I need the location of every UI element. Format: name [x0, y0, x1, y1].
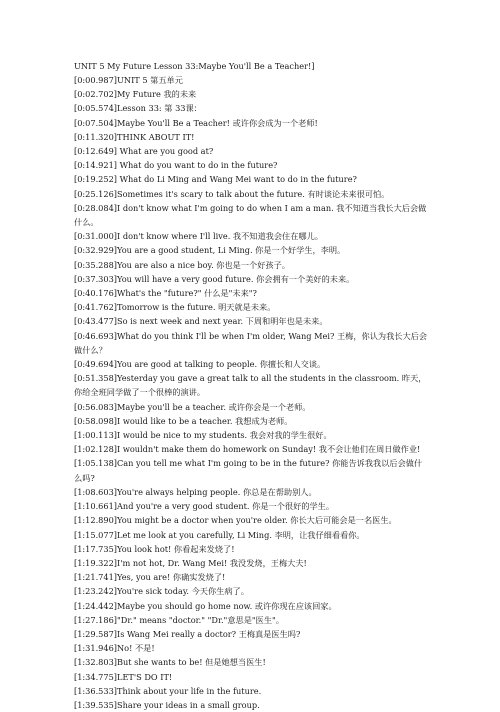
lyric-line: [0:56.083]Maybe you'll be a teacher. 或许你会是一个老师。	[74, 401, 311, 412]
lyric-line: [0:28.084]I don't know what I'm going to do when I am a man. 我不知道当我长大后会做什么。	[74, 202, 427, 228]
lyric-line: [1:36.533]Think about your life in the future.	[74, 685, 262, 696]
lyric-line: [0:12.649] What are you good at?	[74, 146, 214, 157]
lyric-line: [0:51.358]Yesterday you gave a great talk to all the students in the classroom. 昨天，你给全班同学做了一个很棒的演讲。	[74, 373, 427, 398]
lyric-line: [0:43.477]So is next week and next year. 下周和明年也是未来。	[74, 316, 328, 327]
lyric-line: [1:23.242]You're sick today. 今天你生病了。	[74, 586, 249, 597]
lyric-line: [1:17.735]You look hot! 你看起来发烧了!	[74, 543, 235, 554]
lyric-line: [0:02.702]My Future 我的未来	[74, 89, 197, 100]
lyric-line: [1:29.587]Is Wang Mei really a doctor? 王梅真是医生吗?	[74, 628, 301, 639]
lyric-line: [0:05.574]Lesson 33: 第 33课：	[74, 103, 202, 114]
lyric-line: [0:14.921] What do you want to do in the future?	[74, 160, 278, 171]
lyric-line: [0:32.929]You are a good student, Li Ming. 你是一个好学生，李明。	[74, 245, 346, 256]
lyric-line: [0:19.252] What do Li Ming and Wang Mei want to do in the future?	[74, 174, 357, 185]
lyric-line: [1:21.741]Yes, you are! 你确实发烧了!	[74, 572, 226, 583]
lyric-lines	[74, 73, 430, 712]
lyric-line: [1:10.661]And you're a very good student. 你是一个很好的学生。	[74, 501, 335, 512]
lyric-line: [1:19.322]I'm not hot, Dr. Wang Mei! 我没发烧，王梅大夫!	[74, 557, 307, 568]
lyric-line: [0:40.176]What's the "future?" 什么是"未来"?	[74, 288, 257, 299]
lyric-line: [0:07.504]Maybe You'll Be a Teacher! 或许你会成为一个老师!	[74, 117, 318, 128]
lyric-line: [1:32.803]But she wants to be! 但是她想当医生!	[74, 657, 266, 668]
lyric-line: [1:15.077]Let me look at you carefully, Li Ming. 李明，让我仔细看看你。	[74, 529, 365, 540]
lyric-line: [0:49.694]You are good at talking to people. 你擅长和人交谈。	[74, 359, 326, 370]
document-title: UNIT 5 My Future Lesson 33:Maybe You'll Be a Teacher!]	[74, 61, 315, 71]
lyric-line: [0:46.693]What do you think I'll be when I'm older, Wang Mei? 王梅，你认为我长大后会做什么？	[74, 330, 428, 355]
lyric-line: [1:00.113]I would be nice to my students. 我会对我的学生很好。	[74, 430, 332, 441]
lyric-line: [1:31.946]No! 不是!	[74, 643, 155, 654]
lyric-line: [1:05.138]Can you tell me what I'm going to be in the future? 你能告诉我我以后会做什么吗?	[74, 458, 423, 483]
lyric-line: [0:11.320]THINK ABOUT IT!	[74, 131, 195, 142]
lyric-line: [0:37.303]You will have a very good future. 你会拥有一个美好的未来。	[74, 273, 355, 284]
lyric-line: [1:24.442]Maybe you should go home now. 或许你现在应该回家。	[74, 600, 337, 611]
lyric-line: [1:34.775]LET'S DO IT!	[74, 671, 173, 682]
lyric-line: [1:08.603]You're always helping people. 你总是在帮助别人。	[74, 486, 317, 497]
lyric-line: [1:39.535]Share your ideas in a small group.	[74, 699, 260, 710]
lyric-line: [0:00.987]UNIT 5 第五单元	[74, 75, 183, 85]
lyric-line: [1:27.186]"Dr." means "doctor." "Dr."意思是"医生"。	[74, 614, 284, 625]
lyric-line: [0:31.000]I don't know where I'll live. 我不知道我会住在哪儿。	[74, 231, 323, 242]
lyric-line: [0:35.288]You are also a nice boy. 你也是一个好孩子。	[74, 259, 290, 270]
lyric-line: [1:12.890]You might be a doctor when you're older. 你长大后可能会是一名医生。	[74, 515, 397, 526]
lyric-line: [0:41.762]Tomorrow is the future. 明天就是未来。	[74, 302, 276, 313]
lyric-line: [1:02.128]I wouldn't make them do homework on Sunday! 我不会让他们在周日做作业!	[74, 444, 421, 455]
lyric-line: [0:25.126]Sometimes it's scary to talk about the future. 有时谈论未来很可怕。	[74, 188, 390, 199]
lyric-line: [0:58.098]I would like to be a teacher. 我想成为老师。	[74, 415, 293, 426]
